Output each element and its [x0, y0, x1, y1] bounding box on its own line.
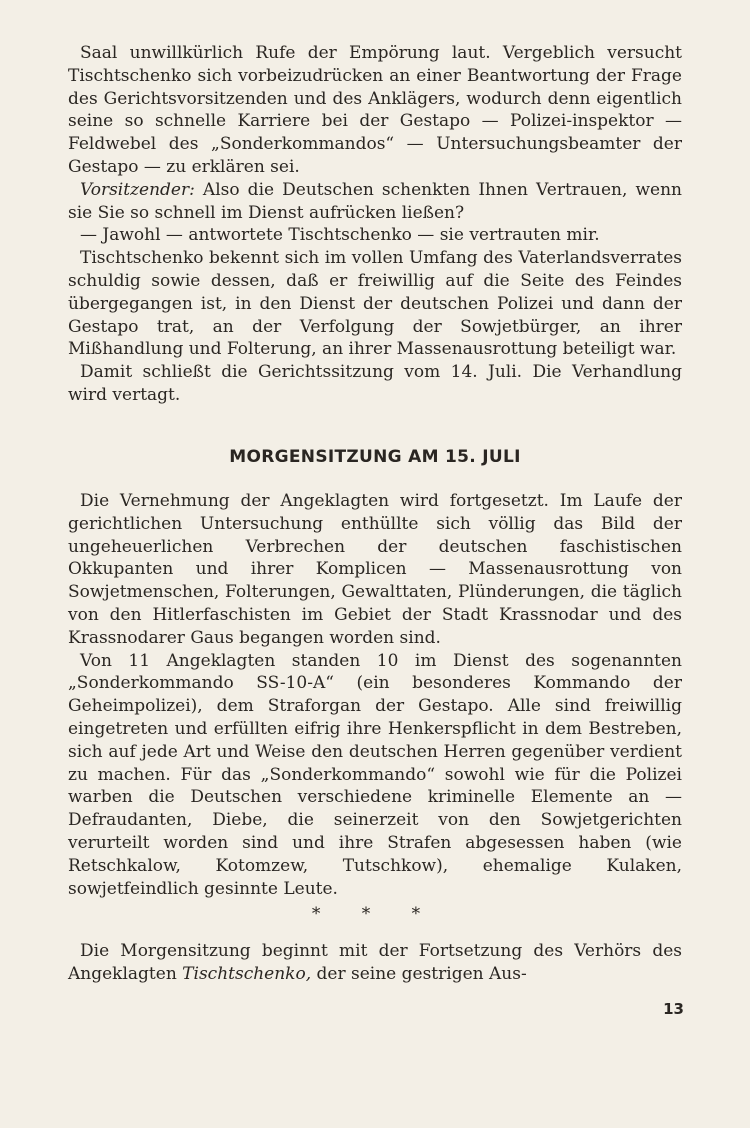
paragraph-text: Die Morgensitzung beginnt mit der Fortsetzung des Verhörs des Angeklagten — [68, 941, 682, 984]
paragraph-text: der seine gestrigen Aus- — [311, 963, 527, 984]
page-number: 13 — [663, 1000, 684, 1018]
paragraph: — Jawohl — antwortete Tischtschenko — sie vertrauten mir. — [80, 225, 600, 246]
paragraph: Tischtschenko bekennt sich im vollen Umfang des Vaterlandsverrates schuldig sowie dessen, daß er freiwillig auf die Seite des Feindes übergegangen ist, in den Dienst der deutschen Polizei und dann der Gestapo trat, an der Verfolgung der Sowjetbürger, an ihrer Mißhandlung und Folterung, an ihrer Massenausrottung beteiligt war. — [68, 248, 682, 360]
section-separator: * * * — [311, 904, 439, 924]
paragraph-speaker — [68, 179, 682, 225]
speaker-text: Also die Deutschen schenkten Ihnen Vertrauen, wenn sie Sie so schnell im Dienst aufrücken ließen? — [68, 179, 682, 223]
section-heading: MORGENSITZUNG AM 15. JULI — [229, 447, 521, 467]
paragraph: Saal unwillkürlich Rufe der Empörung laut. Vergeblich versucht Tischtschenko sich vorbeizudrücken an einer Beantwortung der Frage des Gerichtsvorsitzenden und des Anklägers, wodurch denn eigentlich seine so schnelle Karriere bei der Gestapo — Polizei-inspektor — Feldwebel des „Sonderkommandos“ — Untersuchungsbeamter der Gestapo — zu erklären sei. — [68, 43, 682, 177]
paragraph: Von 11 Angeklagten standen 10 im Dienst des sogenannten „Sonderkommando SS-10-A“ (ein besonderes Kommando der Geheimpolizei), dem Straforgan der Gestapo. Alle sind freiwillig eingetreten und erfüllten eifrig ihre Henkerspflicht in dem Bestreben, sich auf jede Art und Weise den deutschen Herren gegenüber verdient zu machen. Für das „Sonderkommando“ sowohl wie für die Polizei warben die Deutschen verschiedene kriminelle Elemente an — Defraudanten, Diebe, die seinerzeit von den Sowjetgerichten verurteilt worden sind und ihre Strafen abgesessen haben (wie Retschkalow, Kotomzew, Tutschkow), ehemalige Kulaken, sowjetfeindlich gesinnte Leute. — [68, 650, 682, 899]
top-text-block — [68, 42, 682, 407]
defendant-name: Tischtschenko, — [182, 963, 312, 984]
paragraph — [68, 940, 682, 986]
paragraph: Damit schließt die Gerichtssitzung vom 14. Juli. Die Verhandlung wird vertagt. — [68, 362, 682, 405]
paragraph: Die Vernehmung der Angeklagten wird fortgesetzt. Im Laufe der gerichtlichen Untersuchung enthüllte sich völlig das Bild der ungeheuerlichen Verbrechen der deutschen faschistischen Okkupanten und ihrer Komplicen — Massenausrottung von Sowjetmenschen, Folterungen, Gewalttaten, Plünderungen, die täglich von den Hitlerfaschisten im Gebiet der Stadt Krassnodar und des Krassnodarer Gaus begangen worden sind. — [68, 491, 682, 648]
middle-text-block — [68, 490, 682, 900]
speaker-label: Vorsitzender: — [80, 179, 195, 200]
bottom-text-block — [68, 940, 682, 986]
